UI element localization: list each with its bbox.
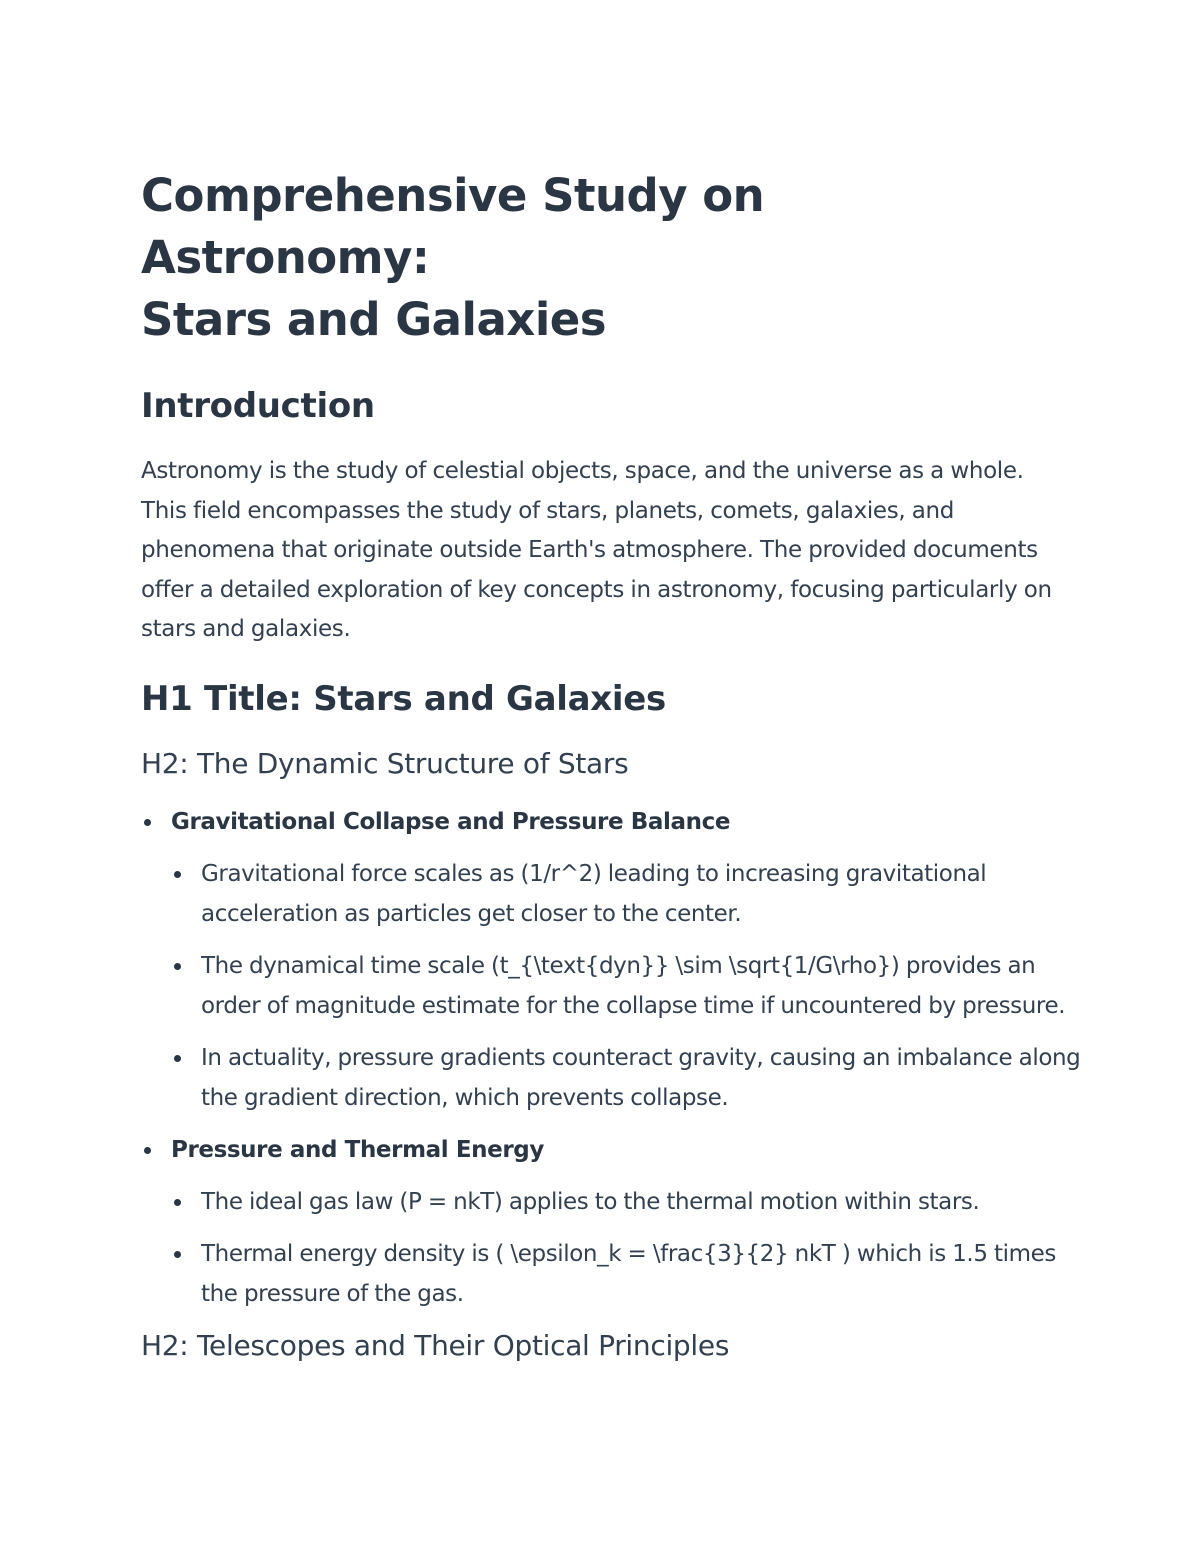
document-title — [141, 165, 1060, 351]
document-title-line-1: Comprehensive Study on Astronomy: — [141, 169, 765, 284]
bullet-label-gravitational-collapse: Gravitational Collapse and Pressure Balance — [171, 808, 731, 835]
section-heading-telescopes: H2: Telescopes and Their Optical Principles — [141, 1328, 730, 1362]
list-item: The ideal gas law (P = nkT) applies to the thermal motion within stars. — [171, 1182, 1081, 1222]
list-item: Gravitational force scales as (1/r^2) leading to increasing gravitational acceleration as particles get closer to the center. — [171, 854, 1081, 934]
sub-bullet-list — [171, 1182, 1060, 1314]
bullet-label-pressure-thermal: Pressure and Thermal Energy — [171, 1136, 544, 1163]
list-item: In actuality, pressure gradients counteract gravity, causing an imbalance along the gradient direction, which prevents collapse. — [171, 1038, 1081, 1118]
introduction-paragraph: Astronomy is the study of celestial objects, space, and the universe as a whole. This field encompasses the study of stars, planets, comets, galaxies, and phenomena that originate outside Earth's atmosphere. The provided documents offer a detailed exploration of key concepts in astronomy, focusing particularly on stars and galaxies. — [141, 458, 1052, 643]
section-heading-stars: H2: The Dynamic Structure of Stars — [141, 746, 629, 780]
h1-title-heading: H1 Title: Stars and Galaxies — [141, 678, 666, 719]
document-title-line-2: Stars and Galaxies — [141, 293, 607, 346]
sub-bullet-list — [171, 854, 1081, 1118]
list-item: Thermal energy density is ( \epsilon_k = \frac{3}{2} nkT ) which is 1.5 times the pressure of the gas. — [171, 1234, 1081, 1314]
list-item — [141, 802, 1081, 1118]
stars-bullet-list — [141, 802, 1081, 1314]
list-item — [141, 1130, 1060, 1314]
introduction-heading: Introduction — [141, 386, 375, 426]
list-item: The dynamical time scale (t_{\text{dyn}} \sim \sqrt{1/G\rho}) provides an order of magnitude estimate for the collapse time if uncountered by pressure. — [171, 946, 1081, 1026]
